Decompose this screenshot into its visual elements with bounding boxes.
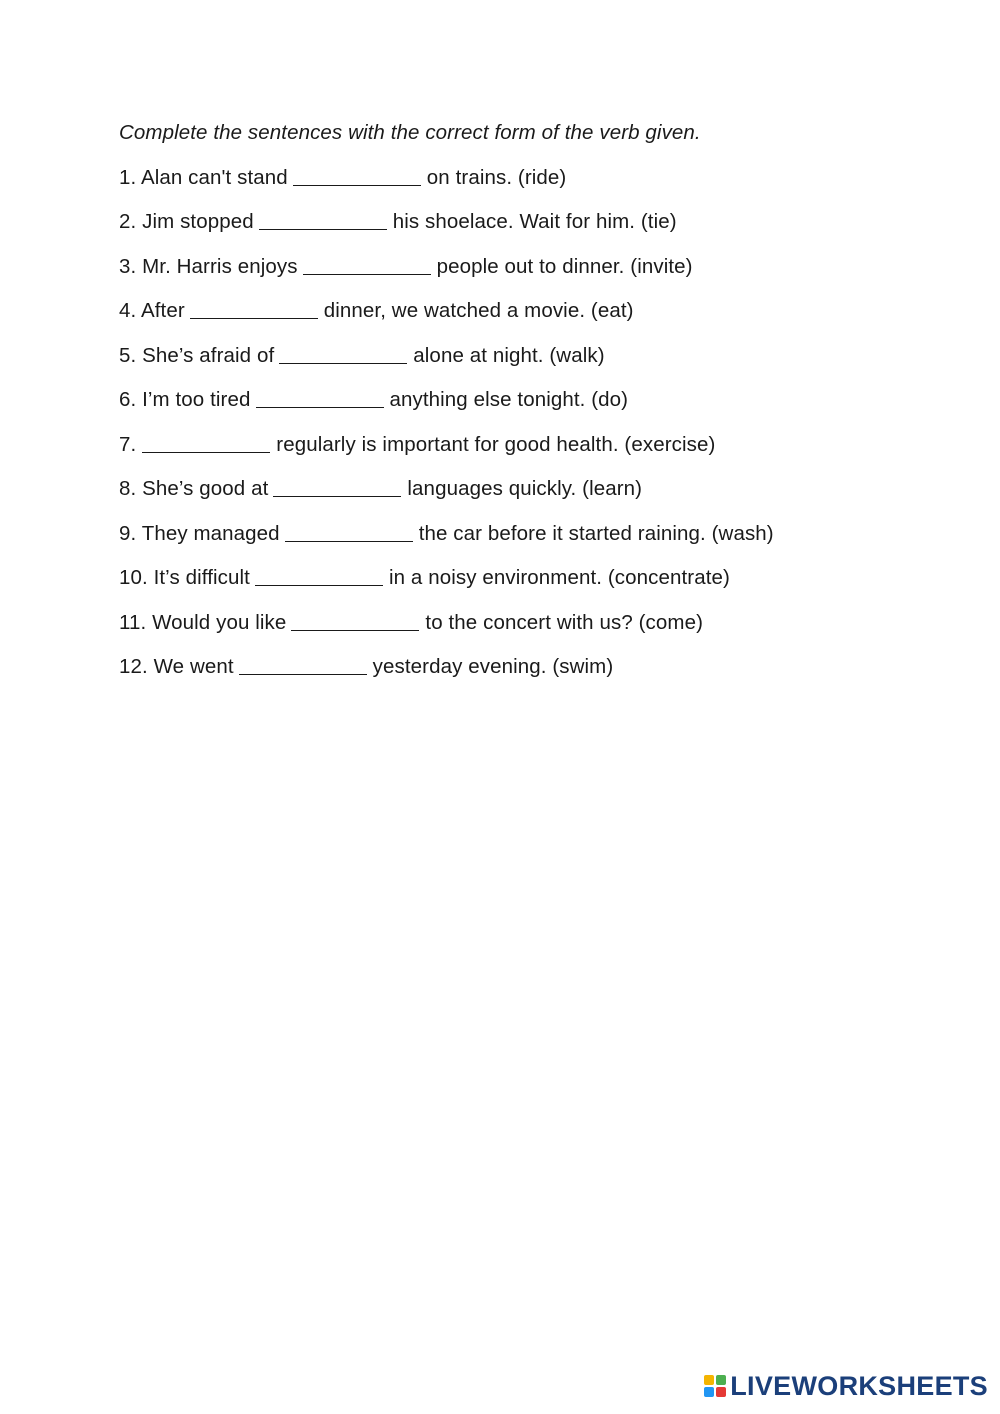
item-text-after: dinner, we watched a movie. (eat) <box>323 299 634 322</box>
item-text-before: 5. She’s afraid of <box>119 343 275 367</box>
exercise-item-12 <box>119 652 979 682</box>
item-text-after: in a noisy environment. (concentrate) <box>388 566 730 589</box>
answer-blank-5[interactable] <box>279 343 407 364</box>
item-text-before: 8. She’s good at <box>119 477 269 500</box>
exercise-item-3 <box>119 252 979 282</box>
exercise-item-5 <box>119 341 979 371</box>
answer-blank-12[interactable] <box>239 654 367 675</box>
item-text-after: languages quickly. (learn) <box>407 477 643 500</box>
instructions: Complete the sentences with the correct form of the verb given. <box>119 121 701 144</box>
item-text-after: people out to dinner. (invite) <box>436 254 693 278</box>
exercise-item-8 <box>119 474 979 504</box>
item-text-before: 6. I’m too tired <box>119 388 251 411</box>
item-text-before: 7. <box>119 432 137 456</box>
logo-text: LIVEWORKSHEETS <box>730 1370 988 1401</box>
exercise-item-4 <box>119 296 979 326</box>
answer-blank-2[interactable] <box>259 209 387 230</box>
exercise-item-11 <box>119 608 979 638</box>
answer-blank-6[interactable] <box>256 387 384 408</box>
item-text-after: his shoelace. Wait for him. (tie) <box>392 210 677 233</box>
exercise-item-10 <box>119 563 979 593</box>
item-text-after: yesterday evening. (swim) <box>372 655 614 678</box>
logo-square-2 <box>716 1375 726 1385</box>
item-text-before: 4. After <box>119 299 185 322</box>
item-text-after: on trains. (ride) <box>426 165 567 189</box>
answer-blank-3[interactable] <box>303 254 431 275</box>
worksheet <box>119 118 979 697</box>
item-text-before: 11. Would you like <box>119 610 287 634</box>
item-text-before: 9. They managed <box>119 521 280 545</box>
item-text-after: regularly is important for good health. (exercise) <box>276 432 716 456</box>
logo-square-1 <box>704 1375 714 1385</box>
item-text-before: 3. Mr. Harris enjoys <box>119 254 298 278</box>
item-text-before: 2. Jim stopped <box>119 210 254 233</box>
item-text-before: 10. It’s difficult <box>119 566 250 589</box>
item-text-after: to the concert with us? (come) <box>425 610 704 634</box>
exercise-list <box>119 163 979 683</box>
answer-blank-8[interactable] <box>273 476 401 497</box>
logo-square-4 <box>716 1387 726 1397</box>
exercise-item-2 <box>119 207 979 237</box>
liveworksheets-logo <box>704 1370 988 1402</box>
item-text-before: 1. Alan can't stand <box>119 165 288 189</box>
item-text-before: 12. We went <box>119 655 234 678</box>
item-text-after: anything else tonight. (do) <box>389 388 629 411</box>
item-text-after: the car before it started raining. (wash) <box>418 521 774 545</box>
logo-square-3 <box>704 1387 714 1397</box>
item-text-after: alone at night. (walk) <box>413 343 605 367</box>
exercise-item-1 <box>119 163 979 193</box>
exercise-item-6 <box>119 385 979 415</box>
answer-blank-7[interactable] <box>142 432 270 453</box>
exercise-item-9 <box>119 519 979 549</box>
answer-blank-9[interactable] <box>285 521 413 542</box>
answer-blank-1[interactable] <box>293 165 421 186</box>
liveworksheets-logo-icon <box>704 1375 726 1397</box>
exercise-item-7 <box>119 430 979 460</box>
answer-blank-10[interactable] <box>255 565 383 586</box>
answer-blank-11[interactable] <box>291 610 419 631</box>
answer-blank-4[interactable] <box>190 298 318 319</box>
